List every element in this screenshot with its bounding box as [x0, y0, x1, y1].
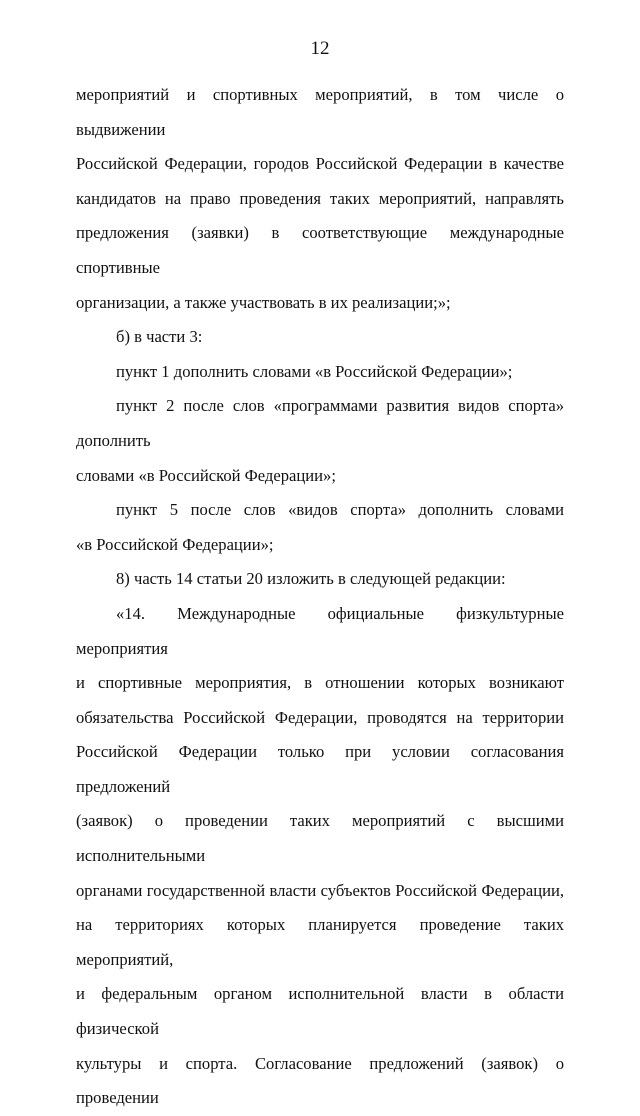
text-line: пункт 1 дополнить словами «в Российской Федерации»;	[116, 361, 513, 381]
text-line: и федеральным органом исполнительной власти в области физической	[76, 984, 564, 1039]
paragraph-item-8	[76, 562, 564, 597]
text-line: и спортивные мероприятия, в отношении которых возникают	[76, 673, 564, 693]
text-line: Российской Федерации, городов Российской Федерации в качестве	[76, 154, 564, 174]
paragraph-part-3	[76, 320, 564, 355]
text-line: Российской Федерации только при условии согласования предложений	[76, 742, 564, 796]
text-line: «в Российской Федерации»;	[76, 534, 274, 554]
paragraph-part-14	[76, 597, 564, 1116]
text-line: словами «в Российской Федерации»;	[76, 465, 336, 485]
paragraph-point-1	[76, 355, 564, 390]
text-line: организации, а также участвовать в их реализации;»;	[76, 292, 451, 312]
text-line: кандидатов на право проведения таких мероприятий, направлять	[76, 188, 564, 208]
paragraph-point-2	[76, 389, 564, 493]
text-line: на территориях которых планируется проведение таких мероприятий,	[76, 915, 564, 969]
text-line: органами государственной власти субъектов Российской Федерации,	[76, 880, 564, 900]
text-line: пункт 2 после слов «программами развития видов спорта» дополнить	[76, 396, 564, 450]
text-line: б) в части 3:	[116, 327, 203, 347]
text-line: 8) часть 14 статьи 20 изложить в следующей редакции:	[116, 569, 506, 589]
paragraph-continuation	[76, 78, 564, 320]
page-number: 12	[310, 38, 330, 59]
text-line: предложения (заявки) в соответствующие международные спортивные	[76, 223, 564, 277]
text-line: (заявок) о проведении таких мероприятий с высшими исполнительными	[76, 811, 564, 866]
text-line: культуры и спорта. Согласование предложений (заявок) о проведении	[76, 1053, 564, 1108]
text-line: обязательства Российской Федерации, проводятся на территории	[76, 707, 564, 727]
text-line: «14. Международные официальные физкультурные мероприятия	[76, 603, 564, 658]
paragraph-point-5	[76, 493, 564, 562]
text-line: мероприятий и спортивных мероприятий, в том числе о выдвижении	[76, 85, 564, 139]
text-line: пункт 5 после слов «видов спорта» дополнить словами	[116, 500, 564, 520]
document-body	[76, 78, 564, 1116]
